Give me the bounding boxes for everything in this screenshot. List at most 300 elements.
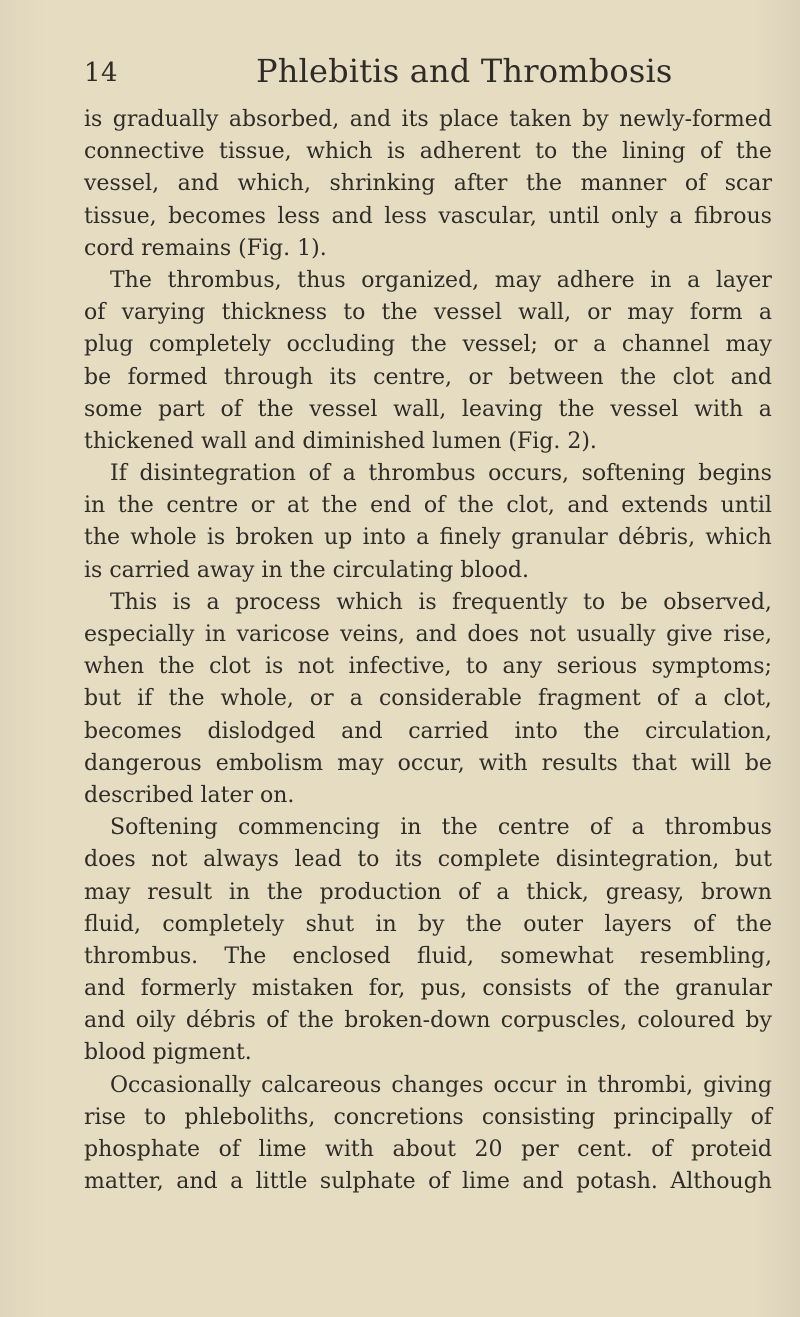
word: is <box>206 525 226 551</box>
word: newly-formed <box>619 107 772 132</box>
word: in <box>375 911 397 937</box>
word: observed, <box>663 589 772 615</box>
word: Softening <box>110 815 218 841</box>
word: results <box>541 750 618 776</box>
word: the <box>583 718 620 744</box>
text-line: is carried away in the circulating blood. <box>84 557 529 583</box>
word: vessel <box>433 300 502 326</box>
word: usually <box>576 622 656 647</box>
word: which, <box>237 171 311 197</box>
word: may <box>84 879 131 905</box>
text-line <box>84 941 772 973</box>
word: vessel, <box>84 171 160 197</box>
word: outer <box>523 911 584 937</box>
word: and <box>349 107 392 132</box>
text-line: thickened wall and diminished lumen (Fig. 2). <box>84 428 597 454</box>
word: the <box>441 815 478 841</box>
word: concretions <box>333 1104 464 1130</box>
word: formerly <box>140 976 237 1002</box>
word: corpuscles, <box>500 1008 628 1034</box>
word: channel <box>621 332 710 358</box>
word: some <box>84 396 143 422</box>
word: the <box>457 493 494 519</box>
word: only <box>611 203 658 229</box>
word: to <box>343 300 366 326</box>
word: not <box>151 847 188 873</box>
word: of <box>700 139 722 165</box>
word: is <box>172 589 191 615</box>
word: infective, <box>348 654 452 680</box>
word: a <box>206 589 220 615</box>
word: of <box>428 1169 450 1195</box>
word: fibrous <box>693 203 772 229</box>
text-line <box>84 329 772 361</box>
word: begins <box>698 461 772 487</box>
word: fragment <box>537 686 641 712</box>
word: vessel <box>309 396 378 422</box>
word: the <box>257 396 294 422</box>
word: of <box>84 300 106 326</box>
word: and <box>176 1169 218 1195</box>
word: consisting <box>481 1104 596 1130</box>
word: thick, <box>526 879 589 905</box>
word: of <box>220 396 242 422</box>
word: cent. <box>577 1137 633 1162</box>
word: to <box>535 139 558 165</box>
word: a <box>687 267 701 293</box>
word: This <box>110 589 158 615</box>
word: its <box>329 364 357 390</box>
word: occluding <box>286 332 396 358</box>
text-line <box>84 587 772 619</box>
page-header <box>0 50 800 100</box>
word: the <box>735 139 772 165</box>
word: the <box>168 686 205 712</box>
word: by <box>745 1008 772 1034</box>
word: less <box>384 203 427 229</box>
word: and <box>567 493 609 519</box>
word: frequently <box>452 589 568 615</box>
word: layer <box>715 267 772 293</box>
word: which <box>705 525 772 551</box>
word: of <box>458 879 480 905</box>
text-line <box>84 265 772 297</box>
text-line <box>84 619 772 651</box>
word: consists <box>482 976 572 1002</box>
word: but <box>84 686 122 712</box>
word: lead <box>294 847 342 873</box>
word: disintegration <box>139 461 296 487</box>
word: a <box>496 879 510 905</box>
page-number: 14 <box>84 58 119 88</box>
text-line <box>84 522 772 554</box>
word: in <box>84 493 106 519</box>
word: complete <box>437 847 541 873</box>
word: and <box>415 622 457 647</box>
word: does <box>467 622 520 647</box>
word: shrinking <box>329 171 436 197</box>
word: part <box>158 396 205 422</box>
word: the <box>571 139 608 165</box>
word: which <box>306 139 373 165</box>
text-line <box>84 201 772 233</box>
word: occurs, <box>488 461 570 487</box>
word: disintegration, <box>555 847 720 873</box>
word: lime <box>258 1137 307 1162</box>
word: fluid, <box>416 943 474 969</box>
word: and <box>341 718 383 744</box>
word: adhere <box>556 267 635 293</box>
text-line <box>84 1134 772 1166</box>
word: embolism <box>215 750 324 776</box>
word: of <box>266 1008 288 1034</box>
word: somewhat <box>500 943 614 969</box>
word: phosphate <box>84 1137 201 1162</box>
word: veins, <box>340 622 406 647</box>
word: in <box>204 622 227 647</box>
word: varicose <box>236 622 330 647</box>
word: or <box>309 686 334 712</box>
word: is <box>265 654 284 680</box>
word: form <box>689 300 743 326</box>
word: occur, <box>397 750 465 776</box>
word: not <box>529 622 566 647</box>
text-line <box>84 748 772 780</box>
word: of <box>589 815 612 841</box>
text-line <box>84 1102 772 1134</box>
word: oily <box>135 1008 176 1034</box>
word: is <box>84 107 103 132</box>
word: process <box>235 589 321 615</box>
word: centre <box>497 815 570 841</box>
word: if <box>137 686 153 712</box>
word: be <box>620 589 648 615</box>
word: may <box>494 267 542 293</box>
word: proteid <box>691 1137 772 1162</box>
word: of <box>651 1137 673 1162</box>
word: phleboliths, <box>184 1104 316 1130</box>
word: organized, <box>361 267 480 293</box>
word: the <box>381 300 418 326</box>
text-line <box>84 1166 772 1198</box>
word: until <box>720 493 772 519</box>
word: changes <box>391 1072 484 1098</box>
word: of <box>750 1104 772 1130</box>
word: wall, <box>393 396 447 422</box>
word: or <box>468 364 493 390</box>
word: a <box>669 203 683 229</box>
text-line <box>84 168 772 200</box>
word: gradually <box>112 107 219 132</box>
text-line <box>84 909 772 941</box>
word: becomes <box>168 203 266 229</box>
word: a <box>230 1169 244 1195</box>
word: absorbed, <box>228 107 340 132</box>
word: the <box>620 364 657 390</box>
word: does <box>84 847 136 873</box>
word: not <box>297 654 335 680</box>
word: of <box>218 1137 240 1162</box>
word: tissue, <box>219 139 292 165</box>
word: rise <box>84 1104 126 1130</box>
text-line <box>84 651 772 683</box>
word: thickness <box>221 300 328 326</box>
word: granular <box>511 525 608 551</box>
word: the <box>297 1008 334 1034</box>
word: vascular, <box>438 203 537 229</box>
word: and <box>522 1169 564 1195</box>
word: and <box>84 1008 126 1034</box>
word: when <box>84 654 145 680</box>
word: layers <box>604 911 672 937</box>
word: into <box>514 718 558 744</box>
word: its <box>401 107 429 132</box>
word: that <box>631 750 677 776</box>
word: occur <box>493 1072 557 1098</box>
word: a <box>349 686 363 712</box>
word: any <box>502 654 543 680</box>
word: the <box>117 493 154 519</box>
word: little <box>255 1169 308 1195</box>
word: The <box>224 943 267 969</box>
word: potash. <box>576 1169 658 1195</box>
word: the <box>321 493 358 519</box>
word: per <box>521 1137 559 1162</box>
text-line <box>84 844 772 876</box>
word: connective <box>84 139 205 165</box>
word: scar <box>724 171 772 197</box>
word: greasy, <box>605 879 685 905</box>
word: vessel <box>610 396 679 422</box>
word: extends <box>621 493 709 519</box>
word: thrombus, <box>167 267 282 293</box>
word: carried <box>408 718 489 744</box>
word: rise, <box>723 622 772 647</box>
word: by <box>582 107 609 132</box>
word: clot, <box>506 493 555 519</box>
word: a <box>342 461 356 487</box>
word: which <box>336 589 403 615</box>
text-line <box>84 683 772 715</box>
word: coloured <box>637 1008 736 1034</box>
word: between <box>508 364 604 390</box>
word: circulation, <box>645 718 772 744</box>
word: giving <box>703 1072 772 1098</box>
word: taken <box>509 107 572 132</box>
word: and <box>730 364 772 390</box>
word: the <box>735 911 772 937</box>
word: 20 <box>474 1137 503 1162</box>
word: becomes <box>84 718 182 744</box>
word: matter, <box>84 1169 164 1195</box>
word: of <box>587 976 609 1002</box>
word: plug <box>84 332 134 358</box>
word: of <box>656 686 679 712</box>
word: in <box>228 879 251 905</box>
word: a <box>416 525 430 551</box>
word: through <box>223 364 314 390</box>
word: whole <box>130 525 197 551</box>
word: the <box>266 879 303 905</box>
word: clot, <box>723 686 772 712</box>
running-title: Phlebitis and Thrombosis <box>256 52 673 90</box>
text-line <box>84 716 772 748</box>
word: thrombus. <box>84 943 199 969</box>
word: finely <box>439 525 501 551</box>
text-line <box>84 458 772 490</box>
word: calcareous <box>261 1072 382 1098</box>
word: Occasionally <box>110 1072 252 1098</box>
word: a <box>694 686 708 712</box>
word: less <box>277 203 320 229</box>
word: fluid, <box>84 911 141 937</box>
word: its <box>394 847 423 873</box>
word: vessel; <box>462 332 538 358</box>
word: clot <box>672 364 715 390</box>
text-line <box>84 973 772 1005</box>
text-line <box>84 1005 772 1037</box>
word: in <box>650 267 672 293</box>
word: with <box>478 750 528 776</box>
word: débris <box>185 1008 256 1034</box>
text-line <box>84 394 772 426</box>
word: of <box>423 493 446 519</box>
word: be <box>744 750 772 776</box>
word: the <box>158 654 195 680</box>
text-line <box>84 812 772 844</box>
word: pus, <box>420 976 468 1002</box>
word: to <box>144 1104 167 1130</box>
word: up <box>324 525 353 551</box>
word: to <box>465 654 489 680</box>
word: shut <box>305 911 355 937</box>
word: or <box>553 332 578 358</box>
word: but <box>734 847 772 873</box>
word: be <box>84 364 112 390</box>
word: softening <box>581 461 686 487</box>
word: broken-down <box>344 1008 491 1034</box>
text-line <box>84 136 772 168</box>
word: dislodged <box>207 718 316 744</box>
word: brown <box>701 879 772 905</box>
word: thrombi, <box>597 1072 694 1098</box>
word: mistaken <box>251 976 354 1002</box>
word: may <box>725 332 772 358</box>
word: and <box>84 976 126 1002</box>
word: resembling, <box>639 943 772 969</box>
word: the <box>84 525 121 551</box>
word: Although <box>670 1169 772 1195</box>
word: thrombus <box>368 461 476 487</box>
word: principally <box>613 1104 733 1130</box>
word: until <box>548 203 600 229</box>
word: manner <box>580 171 667 197</box>
word: commencing <box>237 815 381 841</box>
word: in <box>400 815 422 841</box>
word: at <box>287 493 309 519</box>
word: into <box>362 525 406 551</box>
word: especially <box>84 622 195 647</box>
word: lining <box>622 139 686 165</box>
word: about <box>392 1137 456 1162</box>
word: may <box>627 300 674 326</box>
text-line: described later on. <box>84 782 295 808</box>
word: end <box>370 493 412 519</box>
word: after <box>453 171 508 197</box>
text-line <box>84 362 772 394</box>
word: the <box>623 976 660 1002</box>
word: thrombus <box>664 815 772 841</box>
word: by <box>418 911 445 937</box>
word: result <box>147 879 213 905</box>
word: tissue, <box>84 203 157 229</box>
word: granular <box>675 976 772 1002</box>
word: varying <box>121 300 206 326</box>
word: dangerous <box>84 750 202 776</box>
word: a <box>758 396 772 422</box>
body-text <box>84 104 772 1198</box>
word: If <box>110 461 127 487</box>
text-line <box>84 104 772 136</box>
text-line: blood pigment. <box>84 1040 252 1066</box>
word: for, <box>368 976 406 1002</box>
word: serious <box>556 654 638 680</box>
word: formed <box>127 364 208 390</box>
word: lime <box>461 1169 510 1195</box>
word: leaving <box>461 396 543 422</box>
word: may <box>337 750 384 776</box>
word: or <box>250 493 275 519</box>
word: completely <box>149 332 271 358</box>
word: the <box>558 396 595 422</box>
text-line: cord remains (Fig. 1). <box>84 235 327 261</box>
word: adherent <box>419 139 521 165</box>
word: the <box>465 911 502 937</box>
word: with <box>694 396 744 422</box>
word: whole, <box>220 686 294 712</box>
word: completely <box>162 911 285 937</box>
word: place <box>439 107 499 132</box>
word: of <box>308 461 330 487</box>
word: symptoms; <box>651 654 772 680</box>
word: and <box>331 203 373 229</box>
word: a <box>758 300 772 326</box>
word: of <box>684 171 707 197</box>
word: The <box>110 267 152 293</box>
word: to <box>583 589 606 615</box>
word: give <box>666 622 713 647</box>
word: the <box>410 332 447 358</box>
word: débris, <box>618 525 696 551</box>
word: centre <box>166 493 239 519</box>
text-line <box>84 1070 772 1102</box>
word: the <box>525 171 562 197</box>
word: centre, <box>373 364 453 390</box>
word: is <box>418 589 437 615</box>
word: enclosed <box>292 943 391 969</box>
word: to <box>357 847 380 873</box>
word: broken <box>235 525 314 551</box>
word: a <box>593 332 607 358</box>
word: will <box>690 750 731 776</box>
word: a <box>631 815 645 841</box>
word: clot <box>209 654 251 680</box>
word: thus <box>297 267 346 293</box>
word: production <box>319 879 442 905</box>
word: and <box>177 171 219 197</box>
word: is <box>387 139 406 165</box>
text-line <box>84 490 772 522</box>
